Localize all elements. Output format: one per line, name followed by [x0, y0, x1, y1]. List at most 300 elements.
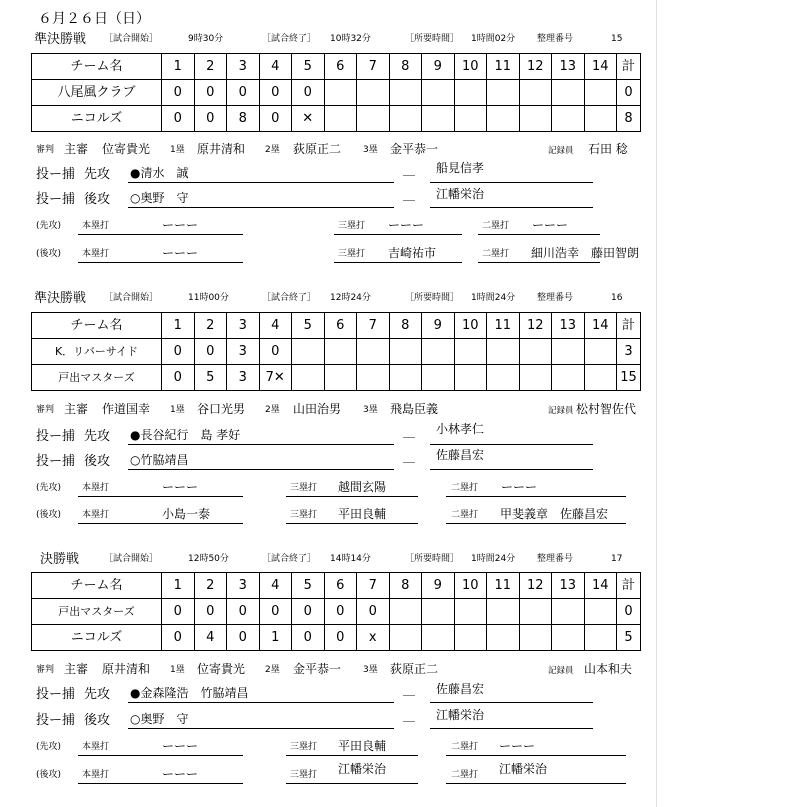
inning-score: 0: [357, 599, 390, 625]
inning-score: [357, 365, 390, 391]
inning-score: [552, 365, 585, 391]
page-date: ６月２６日（日）: [38, 11, 150, 27]
first-attack-label: 先攻: [84, 167, 111, 182]
inning-score: ✕: [292, 106, 325, 132]
header-total: 計: [617, 313, 641, 339]
battery-label: 投ー捕: [36, 192, 76, 207]
inning-score: 0: [194, 599, 227, 625]
inning-score: [519, 339, 552, 365]
underline: [78, 523, 243, 524]
end-time: 12時24分: [330, 293, 371, 303]
team-total: 15: [617, 365, 641, 391]
first-attack-paren: (先攻): [36, 221, 62, 231]
inning-score: 0: [162, 106, 195, 132]
hr-label: 本塁打: [82, 510, 110, 520]
double-label: 二塁打: [451, 770, 479, 780]
inning-score: [584, 339, 617, 365]
underline: [128, 702, 394, 703]
duration-label: ［所要時間］: [405, 293, 460, 303]
inning-score: [422, 365, 455, 391]
inning-score: [422, 599, 455, 625]
inning-score: [584, 365, 617, 391]
header-inning: 12: [519, 313, 552, 339]
underline: [446, 783, 626, 784]
second-2b: 江幡栄治: [499, 762, 548, 776]
header-inning: 13: [552, 313, 585, 339]
underline: [430, 469, 593, 470]
inning-score: 0: [259, 106, 292, 132]
second-3b: 平田良輔: [338, 507, 387, 521]
team-row: [32, 339, 641, 365]
inning-score: [422, 339, 455, 365]
inning-score: [454, 365, 487, 391]
umpire2: 山田治男: [293, 402, 342, 416]
inning-score: [519, 365, 552, 391]
inning-score: [422, 106, 455, 132]
number-value: 17: [611, 554, 623, 564]
inning-score: 0: [162, 599, 195, 625]
inning-score: [389, 339, 422, 365]
underline: [128, 182, 394, 183]
inning-score: 0: [162, 339, 195, 365]
header-team: チーム名: [32, 54, 162, 80]
header-inning: 9: [422, 313, 455, 339]
referee-label: 審判: [36, 405, 55, 415]
hr-label: 本塁打: [82, 770, 110, 780]
start-label: ［試合開始］: [104, 554, 159, 564]
underline: [286, 783, 418, 784]
chief-umpire: 作道国幸: [102, 402, 151, 416]
hr-label: 本塁打: [82, 483, 110, 493]
triple-label: 三塁打: [290, 483, 318, 493]
second-hr: 小島一泰: [162, 507, 211, 521]
header-inning: 11: [487, 313, 520, 339]
hr-label: 本塁打: [82, 742, 110, 752]
game-title: 決勝戦: [40, 552, 80, 567]
recorder-label: 記録員: [548, 666, 574, 676]
underline: [286, 496, 418, 497]
inning-score: 0: [194, 80, 227, 106]
underline: [430, 207, 593, 208]
battery-first-catcher: 小林孝仁: [436, 422, 485, 436]
second-attack-paren: (後攻): [36, 770, 62, 780]
underline: [128, 728, 394, 729]
start-time: 12時50分: [188, 554, 229, 564]
inning-score: 0: [292, 599, 325, 625]
inning-score: [324, 80, 357, 106]
header-inning: 14: [584, 313, 617, 339]
number-label: 整理番号: [537, 293, 574, 303]
double-label: 二塁打: [451, 742, 479, 752]
inning-score: [389, 625, 422, 651]
inning-score: x: [357, 625, 390, 651]
second-hr: ーーー: [162, 767, 199, 781]
inning-score: 7✕: [259, 365, 292, 391]
end-time: 14時14分: [330, 554, 371, 564]
second-attack-label: 後攻: [84, 192, 111, 207]
base2-label: 2塁: [265, 405, 280, 415]
chief-umpire: 位寄貴光: [102, 142, 151, 156]
inning-score: [389, 106, 422, 132]
inning-score: 0: [259, 80, 292, 106]
dash: ＿: [403, 450, 416, 464]
underline: [430, 702, 593, 703]
game-title: 準決勝戦: [34, 32, 87, 47]
inning-score: [584, 80, 617, 106]
inning-score: 0: [194, 339, 227, 365]
team-total: 0: [617, 599, 641, 625]
base1-label: 1塁: [170, 405, 185, 415]
inning-score: 0: [324, 599, 357, 625]
inning-score: [487, 106, 520, 132]
inning-score: 1: [259, 625, 292, 651]
triple-label: 三塁打: [338, 221, 366, 231]
inning-score: [422, 80, 455, 106]
header-inning: 5: [292, 313, 325, 339]
inning-score: [454, 339, 487, 365]
underline: [446, 755, 626, 756]
inning-score: [487, 365, 520, 391]
inning-score: 0: [162, 365, 195, 391]
end-label: ［試合終了］: [262, 554, 317, 564]
umpire2: 金平恭一: [293, 662, 342, 676]
base3-label: 3塁: [363, 405, 378, 415]
scoreboard: [31, 572, 641, 651]
start-time: 9時30分: [188, 34, 224, 44]
hr-label: 本塁打: [82, 249, 110, 259]
header-inning: 11: [487, 573, 520, 599]
inning-score: [519, 80, 552, 106]
duration-label: ［所要時間］: [405, 34, 460, 44]
hr-label: 本塁打: [82, 221, 110, 231]
second-hr: ーーー: [162, 246, 199, 260]
game-title: 準決勝戦: [34, 291, 87, 306]
duration-value: 1時間24分: [471, 293, 516, 303]
underline: [286, 755, 418, 756]
double-label: 二塁打: [451, 483, 479, 493]
first-hr: ーーー: [162, 739, 199, 753]
inning-score: 3: [227, 365, 260, 391]
end-label: ［試合終了］: [262, 34, 317, 44]
base2-label: 2塁: [265, 145, 280, 155]
dash: ＿: [403, 163, 416, 177]
inning-score: [552, 339, 585, 365]
underline: [446, 496, 626, 497]
dash: ＿: [403, 683, 416, 697]
triple-label: 三塁打: [290, 742, 318, 752]
inning-score: 0: [227, 625, 260, 651]
first-3b: 越間玄陽: [338, 480, 387, 494]
inning-score: 8: [227, 106, 260, 132]
header-inning: 8: [389, 54, 422, 80]
header-total: 計: [617, 54, 641, 80]
first-3b: 平田良輔: [338, 739, 387, 753]
header-inning: 10: [454, 313, 487, 339]
header-team: チーム名: [32, 573, 162, 599]
first-2b: ーーー: [501, 480, 538, 494]
inning-score: [454, 80, 487, 106]
underline: [78, 262, 243, 263]
number-label: 整理番号: [537, 34, 574, 44]
recorder: 山本和夫: [584, 662, 633, 676]
header-inning: 4: [259, 313, 292, 339]
underline: [334, 262, 462, 263]
referee-label: 審判: [36, 145, 55, 155]
scoreboard: [31, 53, 641, 132]
inning-score: [519, 625, 552, 651]
umpire3: 飛島臣義: [390, 402, 439, 416]
header-inning: 8: [389, 313, 422, 339]
end-time: 10時32分: [330, 34, 371, 44]
header-inning: 10: [454, 573, 487, 599]
second-attack-label: 後攻: [84, 713, 111, 728]
underline: [478, 262, 600, 263]
inning-score: 0: [292, 625, 325, 651]
battery-second-pitcher: ○竹脇靖昌: [130, 453, 189, 467]
inning-score: [324, 365, 357, 391]
double-label: 二塁打: [482, 221, 510, 231]
recorder: 松村智佐代: [576, 402, 637, 416]
header-inning: 1: [162, 313, 195, 339]
battery-first-pitcher: ●金森隆浩 竹脇靖昌: [130, 686, 249, 700]
first-attack-paren: (先攻): [36, 483, 62, 493]
header-inning: 7: [357, 573, 390, 599]
inning-score: 4: [194, 625, 227, 651]
underline: [128, 207, 394, 208]
second-2b: 細川浩幸 藤田智朗: [531, 246, 640, 260]
battery-second-catcher: 佐藤昌宏: [436, 448, 485, 462]
header-inning: 1: [162, 54, 195, 80]
inning-score: [357, 80, 390, 106]
inning-score: [324, 339, 357, 365]
header-inning: 4: [259, 573, 292, 599]
header-inning: 9: [422, 54, 455, 80]
inning-score: [292, 365, 325, 391]
underline: [78, 496, 243, 497]
header-inning: 3: [227, 54, 260, 80]
double-label: 二塁打: [451, 510, 479, 520]
battery-second-catcher: 江幡栄治: [436, 187, 485, 201]
inning-score: 0: [324, 625, 357, 651]
underline: [430, 182, 593, 183]
inning-score: [292, 339, 325, 365]
triple-label: 三塁打: [290, 770, 318, 780]
team-name: K．リバーサイド: [32, 339, 162, 365]
battery-label: 投ー捕: [36, 687, 76, 702]
underline: [78, 755, 243, 756]
header-inning: 14: [584, 573, 617, 599]
header-inning: 5: [292, 54, 325, 80]
battery-label: 投ー捕: [36, 454, 76, 469]
scoreboard-header-row: [32, 54, 641, 80]
underline: [446, 523, 626, 524]
team-total: 8: [617, 106, 641, 132]
first-hr: ーーー: [162, 218, 199, 232]
chief-label: 主審: [64, 142, 89, 156]
underline: [334, 234, 462, 235]
first-attack-label: 先攻: [84, 687, 111, 702]
triple-label: 三塁打: [338, 249, 366, 259]
team-total: 3: [617, 339, 641, 365]
team-name: ニコルズ: [32, 106, 162, 132]
underline: [128, 469, 394, 470]
second-attack-label: 後攻: [84, 454, 111, 469]
inning-score: [389, 365, 422, 391]
battery-second-pitcher: ○奥野 守: [130, 191, 189, 205]
header-inning: 12: [519, 573, 552, 599]
number-value: 16: [611, 293, 623, 303]
inning-score: [454, 106, 487, 132]
underline: [430, 728, 593, 729]
first-2b: ーーー: [499, 739, 536, 753]
header-inning: 6: [324, 313, 357, 339]
battery-second-catcher: 江幡栄治: [436, 708, 485, 722]
inning-score: 0: [162, 625, 195, 651]
umpire1: 谷口光男: [197, 402, 246, 416]
chief-label: 主審: [64, 662, 89, 676]
inning-score: [487, 80, 520, 106]
header-inning: 13: [552, 54, 585, 80]
double-label: 二塁打: [482, 249, 510, 259]
base1-label: 1塁: [170, 145, 185, 155]
inning-score: [487, 599, 520, 625]
start-label: ［試合開始］: [104, 34, 159, 44]
base3-label: 3塁: [363, 665, 378, 675]
inning-score: [487, 339, 520, 365]
chief-umpire: 原井清和: [102, 662, 151, 676]
inning-score: 0: [227, 599, 260, 625]
base1-label: 1塁: [170, 665, 185, 675]
inning-score: 0: [227, 80, 260, 106]
start-time: 11時00分: [188, 293, 229, 303]
umpire1: 位寄貴光: [197, 662, 246, 676]
header-inning: 3: [227, 573, 260, 599]
umpire3: 金平恭一: [390, 142, 439, 156]
recorder-label: 記録員: [548, 406, 574, 416]
second-attack-paren: (後攻): [36, 510, 62, 520]
header-inning: 13: [552, 573, 585, 599]
header-inning: 6: [324, 54, 357, 80]
battery-first-catcher: 船見信孝: [436, 161, 485, 175]
header-inning: 14: [584, 54, 617, 80]
inning-score: [519, 599, 552, 625]
inning-score: [422, 625, 455, 651]
inning-score: [552, 80, 585, 106]
underline: [430, 444, 593, 445]
inning-score: [552, 106, 585, 132]
duration-value: 1時間02分: [471, 34, 516, 44]
header-inning: 2: [194, 313, 227, 339]
header-inning: 11: [487, 54, 520, 80]
scoreboard: [31, 312, 641, 391]
number-value: 15: [611, 34, 623, 44]
team-total: 5: [617, 625, 641, 651]
scoreboard-header-row: [32, 573, 641, 599]
inning-score: [584, 625, 617, 651]
umpire1: 原井清和: [197, 142, 246, 156]
duration-value: 1時間24分: [471, 554, 516, 564]
end-label: ［試合終了］: [262, 293, 317, 303]
inning-score: [357, 106, 390, 132]
page-edge-line: [656, 0, 657, 807]
umpire2: 荻原正二: [293, 142, 342, 156]
underline: [78, 783, 243, 784]
dash: ＿: [403, 425, 416, 439]
battery-first-pitcher: ●長谷紀行 島 孝好: [130, 428, 241, 442]
header-inning: 2: [194, 573, 227, 599]
number-label: 整理番号: [537, 554, 574, 564]
inning-score: [519, 106, 552, 132]
team-row: [32, 106, 641, 132]
header-inning: 1: [162, 573, 195, 599]
header-inning: 3: [227, 313, 260, 339]
team-row: [32, 599, 641, 625]
inning-score: [389, 599, 422, 625]
underline: [478, 234, 600, 235]
start-label: ［試合開始］: [104, 293, 159, 303]
inning-score: [454, 599, 487, 625]
team-total: 0: [617, 80, 641, 106]
header-team: チーム名: [32, 313, 162, 339]
dash: ＿: [403, 188, 416, 202]
first-2b: ーーー: [532, 218, 569, 232]
inning-score: [389, 80, 422, 106]
recorder: 石田 稔: [588, 142, 628, 156]
duration-label: ［所要時間］: [405, 554, 460, 564]
team-name: ニコルズ: [32, 625, 162, 651]
team-name: 戸出マスターズ: [32, 365, 162, 391]
header-inning: 5: [292, 573, 325, 599]
referee-label: 審判: [36, 665, 55, 675]
triple-label: 三塁打: [290, 510, 318, 520]
header-inning: 4: [259, 54, 292, 80]
base2-label: 2塁: [265, 665, 280, 675]
battery-label: 投ー捕: [36, 429, 76, 444]
inning-score: [454, 625, 487, 651]
inning-score: 0: [259, 599, 292, 625]
inning-score: [357, 339, 390, 365]
inning-score: 0: [259, 339, 292, 365]
inning-score: 5: [194, 365, 227, 391]
header-inning: 8: [389, 573, 422, 599]
battery-first-catcher: 佐藤昌宏: [436, 682, 485, 696]
header-inning: 6: [324, 573, 357, 599]
battery-first-pitcher: ●清水 誠: [130, 166, 189, 180]
inning-score: [584, 106, 617, 132]
header-inning: 7: [357, 54, 390, 80]
team-row: [32, 80, 641, 106]
header-inning: 2: [194, 54, 227, 80]
battery-label: 投ー捕: [36, 167, 76, 182]
dash: ＿: [403, 709, 416, 723]
team-name: 八尾風クラブ: [32, 80, 162, 106]
inning-score: [324, 106, 357, 132]
first-attack-paren: (先攻): [36, 742, 62, 752]
base3-label: 3塁: [363, 145, 378, 155]
second-2b: 甲斐義章 佐藤昌宏: [500, 507, 609, 521]
second-attack-paren: (後攻): [36, 249, 62, 259]
battery-label: 投ー捕: [36, 713, 76, 728]
first-attack-label: 先攻: [84, 429, 111, 444]
header-inning: 10: [454, 54, 487, 80]
inning-score: [584, 599, 617, 625]
team-name: 戸出マスターズ: [32, 599, 162, 625]
inning-score: 0: [292, 80, 325, 106]
inning-score: 0: [194, 106, 227, 132]
header-inning: 9: [422, 573, 455, 599]
inning-score: [487, 625, 520, 651]
underline: [128, 444, 394, 445]
